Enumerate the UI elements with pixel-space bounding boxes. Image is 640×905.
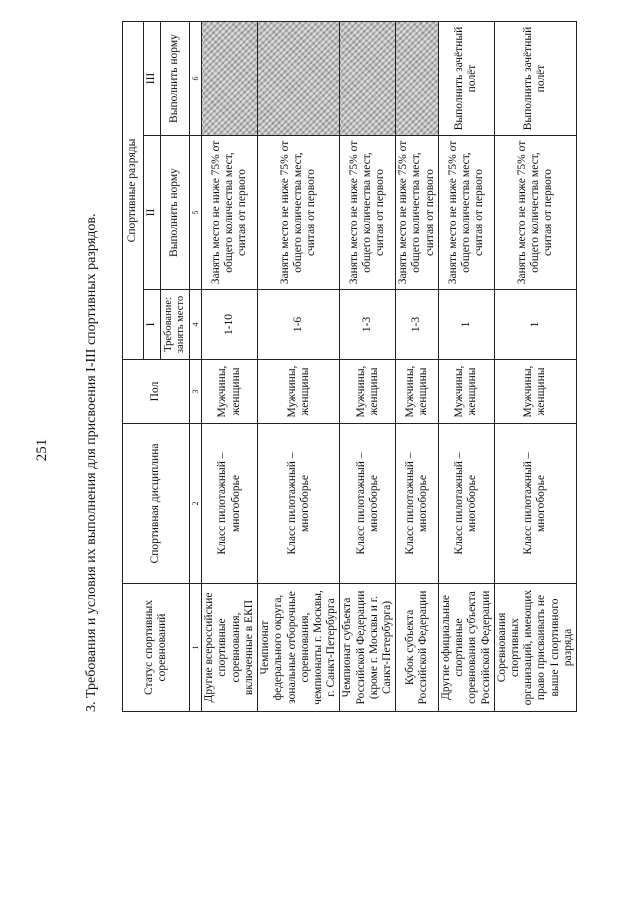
rank-II-cell: Занять место не ниже 75% от общего количества мест, считая от первого [202, 136, 258, 290]
status-cell: Другие официальные спортивные соревнования субъекта Российской Федерации [438, 584, 494, 712]
gender-cell: Мужчины, женщины [340, 360, 396, 424]
discipline-cell: Класс пилотажный – многоборье [202, 424, 258, 584]
requirements-table [122, 21, 577, 712]
rank-I-cell: 1-6 [258, 290, 340, 360]
rank-III-cell-shaded [340, 22, 396, 136]
rank-II-cell: Занять место не ниже 75% от общего количества мест, считая от первого [258, 136, 340, 290]
rank-II-cell: Занять место не ниже 75% от общего количества мест, считая от первого [494, 136, 576, 290]
table-row [258, 22, 340, 712]
header-rank-II-sub: Выполнить норму [161, 136, 190, 290]
rank-I-cell: 1-3 [340, 290, 396, 360]
discipline-cell: Класс пилотажный – многоборье [340, 424, 396, 584]
column-number: 2 [190, 424, 202, 584]
rank-II-cell: Занять место не ниже 75% от общего количества мест, считая от первого [340, 136, 396, 290]
header-rank-III-sub: Выполнить норму [161, 22, 190, 136]
status-cell: Соревнования спортивных организаций, имеющих право присваивать не выше I спортивного разряда [494, 584, 576, 712]
rank-II-cell: Занять место не ниже 75% от общего количества мест, считая от первого [396, 136, 439, 290]
discipline-cell: Класс пилотажный – многоборье [258, 424, 340, 584]
header-row-1 [123, 22, 144, 712]
rank-III-cell: Выполнить зачётный полёт [494, 22, 576, 136]
rank-III-cell-shaded [258, 22, 340, 136]
table-row [396, 22, 439, 712]
rank-I-cell: 1-10 [202, 290, 258, 360]
discipline-cell: Класс пилотажный – многоборье [396, 424, 439, 584]
column-number: 4 [190, 290, 202, 360]
header-rank-I: I [144, 290, 161, 360]
rank-I-cell: 1 [438, 290, 494, 360]
gender-cell: Мужчины, женщины [438, 360, 494, 424]
header-status: Статус спортивных соревнований [123, 584, 190, 712]
status-cell: Другие всероссийские спортивные соревнования, включенные в ЕКП [202, 584, 258, 712]
status-cell: Кубок субъекта Российской Федерации [396, 584, 439, 712]
column-number: 5 [190, 136, 202, 290]
rank-I-cell: 1-3 [396, 290, 439, 360]
discipline-cell: Класс пилотажный – многоборье [494, 424, 576, 584]
rank-II-cell: Занять место не ниже 75% от общего количества мест, считая от первого [438, 136, 494, 290]
table-row [340, 22, 396, 712]
header-rank-I-sub: Требование: занять место [161, 290, 190, 360]
gender-cell: Мужчины, женщины [396, 360, 439, 424]
header-ranks: Спортивные разряды [123, 22, 144, 360]
table-row [202, 22, 258, 712]
column-number: 1 [190, 584, 202, 712]
status-cell: Чемпионат субъекта Российской Федерации (кроме г. Москвы и г. Санкт-Петербурга) [340, 584, 396, 712]
header-discipline: Спортивная дисциплина [123, 424, 190, 584]
discipline-cell: Класс пилотажный – многоборье [438, 424, 494, 584]
column-number: 3 [190, 360, 202, 424]
gender-cell: Мужчины, женщины [494, 360, 576, 424]
gender-cell: Мужчины, женщины [202, 360, 258, 424]
status-cell: Чемпионат федерального округа, зональные отборочные соревнования, чемпионаты г. Москвы, г. Санкт-Петербурга [258, 584, 340, 712]
rank-III-cell: Выполнить зачётный полёт [438, 22, 494, 136]
rank-III-cell-shaded [202, 22, 258, 136]
table-row [438, 22, 494, 712]
header-rank-III: III [144, 22, 161, 136]
column-number: 6 [190, 22, 202, 136]
rank-I-cell: 1 [494, 290, 576, 360]
gender-cell: Мужчины, женщины [258, 360, 340, 424]
table-row [494, 22, 576, 712]
page-number: 251 [34, 438, 50, 462]
column-number-row [190, 22, 202, 712]
rank-III-cell-shaded [396, 22, 439, 136]
header-rank-II: II [144, 136, 161, 290]
section-heading: 3. Требования и условия их выполнения для присвоения I-III спортивных разрядов. [84, 213, 99, 712]
header-gender: Пол [123, 360, 190, 424]
